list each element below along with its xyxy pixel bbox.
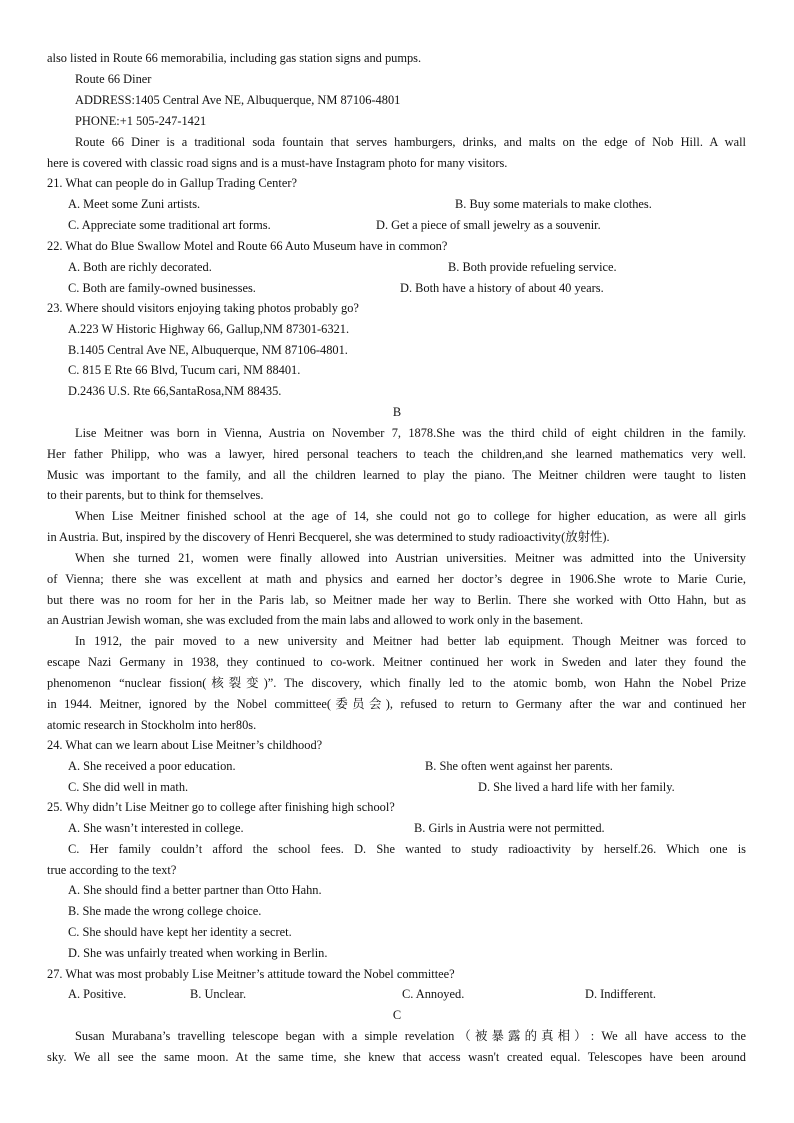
option-23-a: A.223 W Historic Highway 66, Gallup,NM 87301-6321. (68, 322, 350, 336)
option-23-d: D.2436 U.S. Rte 66,SantaRosa,NM 88435. (68, 384, 282, 398)
paragraph-line: When she turned 21, women were finally allowed into Austrian universities. Meitner was admitted into the University (75, 551, 746, 565)
option-25-a: A. She wasn’t interested in college. (68, 821, 244, 835)
paragraph-line: of Vienna; there she was excellent at math and physics and earned her doctor’s degree in 1906.She wrote to Marie Curie, (47, 572, 746, 586)
option-26-d: D. She was unfairly treated when working in Berlin. (68, 946, 328, 960)
diner-phone: PHONE:+1 505-247-1421 (75, 114, 207, 128)
option-24-b: B. She often went against her parents. (425, 759, 613, 773)
paragraph-line: When Lise Meitner finished school at the age of 14, she could not go to college for higher education, as were all girls (75, 509, 746, 523)
option-24-d: D. She lived a hard life with her family. (478, 780, 675, 794)
option-24-c: C. She did well in math. (68, 780, 189, 794)
option-23-c: C. 815 E Rte 66 Blvd, Tucum cari, NM 88401. (68, 363, 301, 377)
option-25-c-d-question-26: C. Her family couldn’t afford the school fees. D. She wanted to study radioactivity by herself.26. Which one is (68, 842, 746, 856)
intro-text-line: also listed in Route 66 memorabilia, including gas station signs and pumps. (47, 51, 422, 65)
option-21-c: C. Appreciate some traditional art forms. (68, 218, 271, 232)
question-25: 25. Why didn’t Lise Meitner go to college after finishing high school? (47, 800, 395, 814)
paragraph-line: In 1912, the pair moved to a new university and Meitner had better lab equipment. Though Meitner was forced to (75, 634, 746, 648)
option-26-c: C. She should have kept her identity a secret. (68, 925, 292, 939)
paragraph-line: in 1944. Meitner, ignored by the Nobel committee(委员会), refused to return to Germany after the war and continued her (47, 697, 746, 711)
question-22: 22. What do Blue Swallow Motel and Route 66 Auto Museum have in common? (47, 239, 448, 253)
question-26: true according to the text? (47, 863, 177, 877)
question-24: 24. What can we learn about Lise Meitner’s childhood? (47, 738, 323, 752)
section-c-heading: C (392, 1008, 402, 1022)
option-22-b: B. Both provide refueling service. (448, 260, 617, 274)
paragraph-line: Susan Murabana’s travelling telescope began with a simple revelation（被暴露的真相）: We all have access to the (75, 1029, 746, 1043)
paragraph-line: in Austria. But, inspired by the discovery of Henri Becquerel, she was determined to study radioactivity(放射性). (47, 530, 610, 544)
question-21: 21. What can people do in Gallup Trading Center? (47, 176, 297, 190)
option-22-c: C. Both are family-owned businesses. (68, 281, 256, 295)
question-27: 27. What was most probably Lise Meitner’s attitude toward the Nobel committee? (47, 967, 455, 981)
diner-address: ADDRESS:1405 Central Ave NE, Albuquerque, NM 87106-4801 (75, 93, 401, 107)
paragraph-line: sky. We all see the same moon. At the same time, she knew that access wasn't created equal. Telescopes have been around (47, 1050, 746, 1064)
diner-description-line: here is covered with classic road signs and is a must-have Instagram photo for many visitors. (47, 156, 508, 170)
option-24-a: A. She received a poor education. (68, 759, 236, 773)
paragraph-line: but there was no room for her in the Paris lab, so Meitner made her way to Berlin. There she worked with Otto Hahn, but as (47, 593, 746, 607)
paragraph-line: Her father Philipp, who was a lawyer, hired personal teachers to teach the children,and she learned mathematics very well. (47, 447, 746, 461)
paragraph-line: phenomenon “nuclear fission(核裂变)”. The discovery, which finally led to the atomic bomb, won Hahn the Nobel Prize (47, 676, 746, 690)
option-22-a: A. Both are richly decorated. (68, 260, 212, 274)
diner-name: Route 66 Diner (75, 72, 152, 86)
option-21-d: D. Get a piece of small jewelry as a souvenir. (376, 218, 601, 232)
paragraph-line: an Austrian Jewish woman, she was excluded from the main labs and allowed to work only in the basement. (47, 613, 584, 627)
option-27-a: A. Positive. (68, 987, 127, 1001)
diner-description-line: Route 66 Diner is a traditional soda fountain that serves hamburgers, drinks, and malts on the edge of Nob Hill. A wall (75, 135, 746, 149)
option-27-c: C. Annoyed. (402, 987, 465, 1001)
option-21-b: B. Buy some materials to make clothes. (455, 197, 652, 211)
paragraph-line: Music was important to the family, and all the children learned to play the piano. The Meitner children were taught to listen (47, 468, 746, 482)
option-26-a: A. She should find a better partner than Otto Hahn. (68, 883, 322, 897)
paragraph-line: Lise Meitner was born in Vienna, Austria on November 7, 1878.She was the third child of eight children in the family. (75, 426, 746, 440)
paragraph-line: to their parents, but to think for themselves. (47, 488, 264, 502)
option-22-d: D. Both have a history of about 40 years. (400, 281, 604, 295)
option-21-a: A. Meet some Zuni artists. (68, 197, 201, 211)
paragraph-line: escape Nazi Germany in 1938, they continued to co-work. Meitner continued her work in Sweden and later they found the (47, 655, 746, 669)
question-23: 23. Where should visitors enjoying taking photos probably go? (47, 301, 359, 315)
section-b-heading: B (392, 405, 402, 419)
option-27-d: D. Indifferent. (585, 987, 656, 1001)
option-25-b: B. Girls in Austria were not permitted. (414, 821, 605, 835)
option-27-b: B. Unclear. (190, 987, 247, 1001)
option-23-b: B.1405 Central Ave NE, Albuquerque, NM 87106-4801. (68, 343, 348, 357)
option-26-b: B. She made the wrong college choice. (68, 904, 262, 918)
paragraph-line: atomic research in Stockholm into her80s. (47, 718, 257, 732)
